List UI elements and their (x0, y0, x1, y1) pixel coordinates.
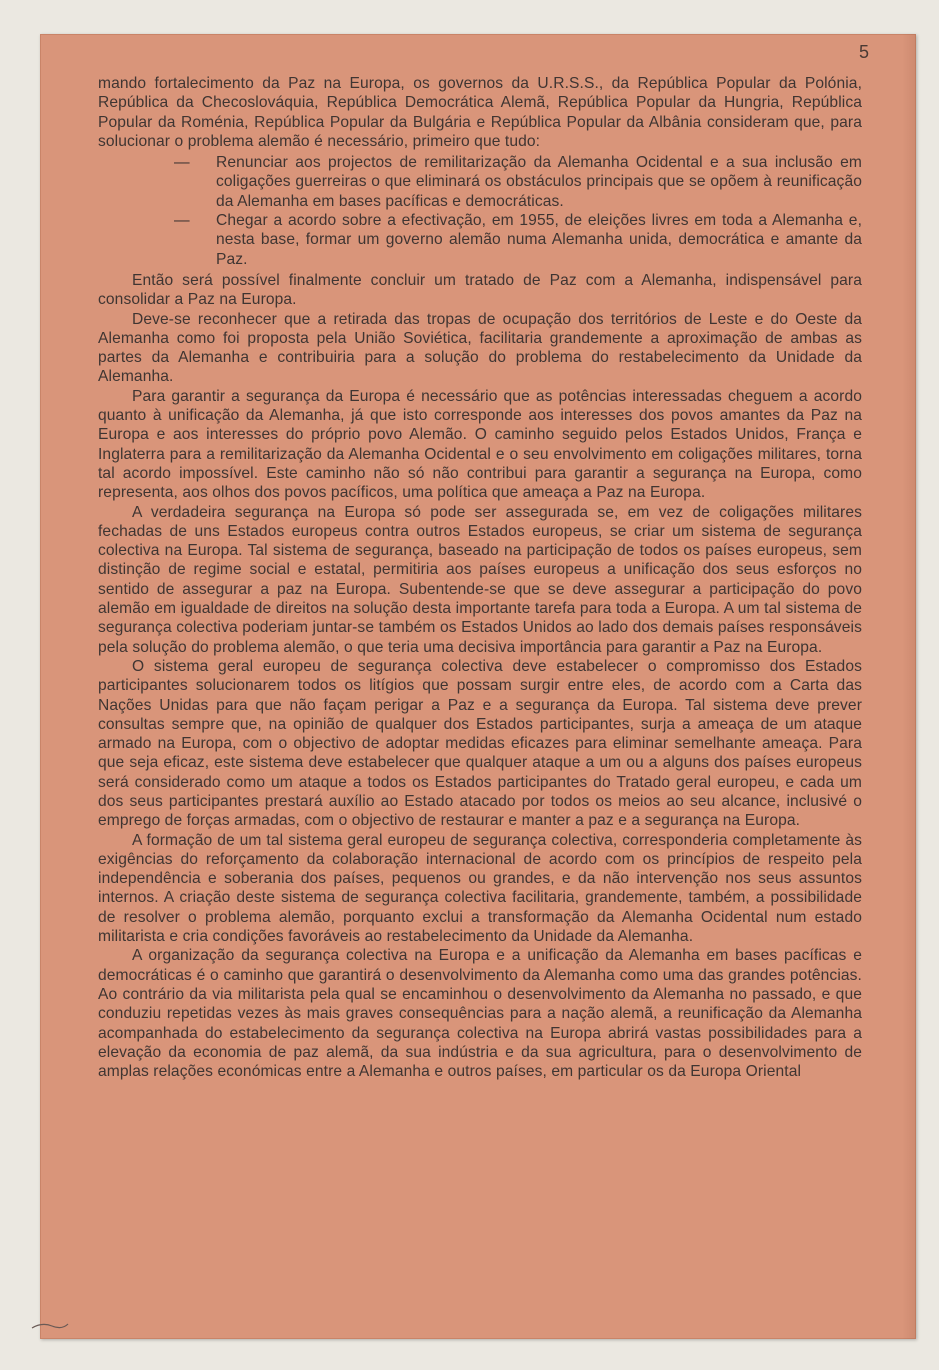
paragraph: A formação de um tal sistema geral europeu de segurança colectiva, corresponderia completamente às exigências do reforçamento da colaboração internacional de acordo com os princípios de respeito pela independência e soberania dos países, pequenos ou grandes, e da não intervenção nos seus assuntos internos. A criação deste sistema de segurança colectiva facilitaria, grandemente, também, a possibilidade de resolver o problema alemão, porquanto exclui a transformação da Alemanha Ocidental num estado militarista e cria condições favoráveis ao restabelecimento da Unidade da Alemanha. (98, 831, 862, 946)
paragraph: A organização da segurança colectiva na Europa e a unificação da Alemanha em bases pacíficas e democráticas é o caminho que garantirá o desenvolvimento da Alemanha como uma das grandes potências. Ao contrário da via militarista pela qual se encaminhou o desenvolvimento da Alemanha no passado, e que conduziu repetidas vezes às mais graves consequências para a nação alemã, a reunificação da Alemanha acompanhada do estabelecimento da segurança colectiva na Europa abrirá vastas possibilidades para a elevação da economia de paz alemã, da sua indústria e da sua agricultura, para o desenvolvimento de amplas relações económicas entre a Alemanha e outros países, em particular os da Europa Oriental (98, 947, 862, 1081)
page-number: 5 (858, 42, 869, 62)
paragraph: Então será possível finalmente concluir um tratado de Paz com a Alemanha, indispensável para consolidar a Paz na Europa. (98, 271, 862, 309)
paragraph: O sistema geral europeu de segurança colectiva deve estabelecer o compromisso dos Estados participantes solucionarem todos os litígios que possam surgir entre eles, de acordo com a Carta das Nações Unidas para que não façam perigar a Paz e a segurança da Europa. Tal sistema deve prever consultas sempre que, na opinião de qualquer dos Estados participantes, surja a ameaça de um ataque armado na Europa, com o objectivo de adoptar medidas eficazes para eliminar semelhante ameaça. Para que seja eficaz, este sistema deve estabelecer que qualquer ataque a um ou a alguns dos países europeus será considerado como um ataque a todos os Estados participantes do Tratado geral europeu, e cada um dos seus participantes prestará auxílio ao Estado atacado por todos os meios ao seu alcance, inclusivé o emprego de forças armadas, com o objectivo de restaurar e manter a paz e a segurança na Europa. (98, 657, 862, 830)
paragraph: mando fortalecimento da Paz na Europa, os governos da U.R.S.S., da República Popular da Polónia, República da Checoslováquia, República Democrática Alemã, República Popular da Hungria, República Popular da Roménia, República Popular da Bulgária e República Popular da Albânia consideram que, para solucionar o problema alemão é necessário, primeiro que tudo: (98, 75, 862, 150)
document-body (98, 74, 862, 1081)
paragraph: Para garantir a segurança da Europa é necessário que as potências interessadas cheguem a acordo quanto à unificação da Alemanha, já que isto corresponde aos interesses dos povos amantes da Paz na Europa e aos interesses do próprio povo Alemão. O caminho seguido pelos Estados Unidos, França e Inglaterra para a remilitarização da Alemanha Ocidental e o seu envolvimento em coligações militares, torna tal acordo impossível. Este caminho não só não contribui para garantir a segurança na Europa, como representa, aos olhos dos povos pacíficos, uma política que ameaça a Paz na Europa. (98, 387, 862, 502)
sheet-fold-shadow (902, 34, 916, 1339)
dash-list-item (98, 211, 862, 269)
dash-bullet: — (174, 154, 190, 172)
paragraph: Deve-se reconhecer que a retirada das tropas de ocupação dos territórios de Leste e do Oeste da Alemanha como foi proposta pela União Soviética, facilitaria grandemente a aproximação de ambas as partes da Alemanha e contribuiria para a solução do problema do restabelecimento da Unidade da Alemanha. (98, 310, 862, 386)
dash-bullet: — (174, 212, 190, 230)
dash-item-text: Renunciar aos projectos de remilitarização da Alemanha Ocidental e a sua inclusão em coligações guerreiras o que eliminará os obstáculos principais que se opõem à reunificação da Alemanha em bases pacíficas e democráticas. (216, 154, 862, 210)
paragraph: A verdadeira segurança na Europa só pode ser assegurada se, em vez de coligações militares fechadas de uns Estados europeus contra outros Estados europeus, se criar um sistema de segurança colectiva na Europa. Tal sistema de segurança, baseado na participação de todos os países europeus, sem distinção de regime social e estatal, permitiria aos países europeus a unificação dos seus esforços no sentido de assegurar a paz na Europa. Subentende-se que se deve assegurar a participação do povo alemão em igualdade de direitos na solução desta importante tarefa para toda a Europa. A um tal sistema de segurança colectiva poderiam juntar-se também os Estados Unidos ao lado dos demais países responsáveis pela solução do problema alemão, o que teria uma decisiva importância para garantir a Paz na Europa. (98, 503, 862, 656)
dash-item-text: Chegar a acordo sobre a efectivação, em 1955, de eleições livres em toda a Alemanha e, nesta base, formar um governo alemão numa Alemanha unida, democrática e amante da Paz. (216, 212, 862, 268)
pencil-mark-icon (30, 1320, 70, 1330)
dash-list-item (98, 153, 862, 211)
